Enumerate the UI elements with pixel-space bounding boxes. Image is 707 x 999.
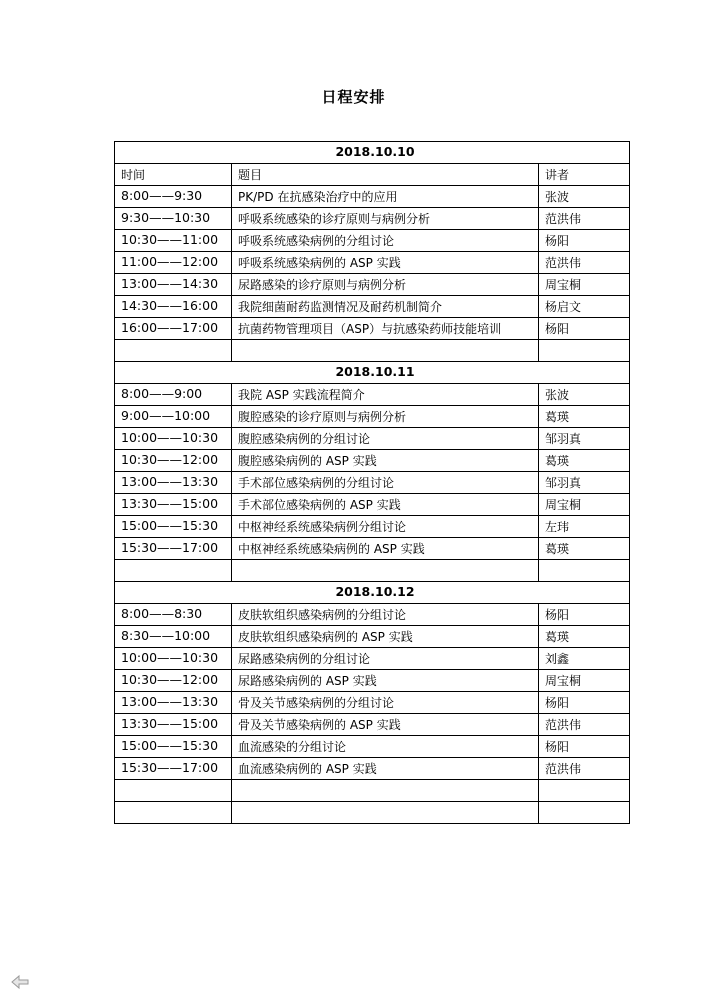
speaker-cell: 范洪伟 xyxy=(539,758,630,780)
topic-cell: 血流感染病例的 ASP 实践 xyxy=(232,758,539,780)
empty-row xyxy=(115,780,630,802)
topic-cell: 抗菌药物管理项目（ASP）与抗感染药师技能培训 xyxy=(232,318,539,340)
topic-cell: 皮肤软组织感染病例的 ASP 实践 xyxy=(232,626,539,648)
empty-row xyxy=(115,802,630,824)
topic-cell: 尿路感染的诊疗原则与病例分析 xyxy=(232,274,539,296)
topic-cell: 呼吸系统感染病例的 ASP 实践 xyxy=(232,252,539,274)
date-cell: 2018.10.10 xyxy=(115,142,630,164)
speaker-cell: 周宝桐 xyxy=(539,670,630,692)
topic-cell: 骨及关节感染病例的 ASP 实践 xyxy=(232,714,539,736)
speaker-cell: 刘鑫 xyxy=(539,648,630,670)
topic-cell: 腹腔感染的诊疗原则与病例分析 xyxy=(232,406,539,428)
table-row xyxy=(115,428,630,450)
time-cell: 13:00——13:30 xyxy=(115,692,232,714)
empty-cell xyxy=(232,780,539,802)
speaker-cell: 周宝桐 xyxy=(539,494,630,516)
speaker-cell: 葛瑛 xyxy=(539,450,630,472)
topic-cell: 腹腔感染病例的分组讨论 xyxy=(232,428,539,450)
table-row xyxy=(115,472,630,494)
header-time: 时间 xyxy=(115,164,232,186)
table-row xyxy=(115,208,630,230)
empty-row xyxy=(115,560,630,582)
table-row xyxy=(115,296,630,318)
time-cell: 15:00——15:30 xyxy=(115,736,232,758)
page-title: 日程安排 xyxy=(321,88,386,106)
date-cell: 2018.10.11 xyxy=(115,362,630,384)
speaker-cell: 杨阳 xyxy=(539,736,630,758)
empty-cell xyxy=(115,802,232,824)
speaker-cell: 张波 xyxy=(539,186,630,208)
date-cell: 2018.10.12 xyxy=(115,582,630,604)
topic-cell: 骨及关节感染病例的分组讨论 xyxy=(232,692,539,714)
header-topic: 题目 xyxy=(232,164,539,186)
speaker-cell: 张波 xyxy=(539,384,630,406)
date-row xyxy=(115,362,630,384)
speaker-cell: 范洪伟 xyxy=(539,252,630,274)
topic-cell: 我院 ASP 实践流程简介 xyxy=(232,384,539,406)
time-cell: 13:30——15:00 xyxy=(115,714,232,736)
time-cell: 15:00——15:30 xyxy=(115,516,232,538)
empty-cell xyxy=(539,802,630,824)
schedule-body xyxy=(115,142,630,824)
time-cell: 14:30——16:00 xyxy=(115,296,232,318)
empty-cell xyxy=(539,560,630,582)
time-cell: 16:00——17:00 xyxy=(115,318,232,340)
speaker-cell: 范洪伟 xyxy=(539,714,630,736)
time-cell: 15:30——17:00 xyxy=(115,538,232,560)
time-cell: 10:30——12:00 xyxy=(115,450,232,472)
topic-cell: 尿路感染病例的分组讨论 xyxy=(232,648,539,670)
topic-cell: 手术部位感染病例的 ASP 实践 xyxy=(232,494,539,516)
header-speaker: 讲者 xyxy=(539,164,630,186)
time-cell: 15:30——17:00 xyxy=(115,758,232,780)
speaker-cell: 范洪伟 xyxy=(539,208,630,230)
speaker-cell: 周宝桐 xyxy=(539,274,630,296)
table-row xyxy=(115,494,630,516)
empty-row xyxy=(115,340,630,362)
back-arrow-icon[interactable] xyxy=(10,972,30,992)
empty-cell xyxy=(232,560,539,582)
empty-cell xyxy=(232,802,539,824)
date-row xyxy=(115,582,630,604)
topic-cell: 我院细菌耐药监测情况及耐药机制简介 xyxy=(232,296,539,318)
table-row xyxy=(115,274,630,296)
empty-cell xyxy=(115,560,232,582)
speaker-cell: 杨阳 xyxy=(539,230,630,252)
time-cell: 10:30——11:00 xyxy=(115,230,232,252)
speaker-cell: 邹羽真 xyxy=(539,428,630,450)
time-cell: 8:00——9:00 xyxy=(115,384,232,406)
topic-cell: 呼吸系统感染的诊疗原则与病例分析 xyxy=(232,208,539,230)
time-cell: 13:00——14:30 xyxy=(115,274,232,296)
table-row xyxy=(115,406,630,428)
time-cell: 10:00——10:30 xyxy=(115,428,232,450)
time-cell: 11:00——12:00 xyxy=(115,252,232,274)
empty-cell xyxy=(115,780,232,802)
table-row xyxy=(115,692,630,714)
speaker-cell: 杨阳 xyxy=(539,318,630,340)
table-row xyxy=(115,670,630,692)
topic-cell: 呼吸系统感染病例的分组讨论 xyxy=(232,230,539,252)
table-row xyxy=(115,318,630,340)
date-row xyxy=(115,142,630,164)
table-row xyxy=(115,604,630,626)
header-row xyxy=(115,164,630,186)
time-cell: 8:00——8:30 xyxy=(115,604,232,626)
topic-cell: 腹腔感染病例的 ASP 实践 xyxy=(232,450,539,472)
time-cell: 9:30——10:30 xyxy=(115,208,232,230)
empty-cell xyxy=(539,340,630,362)
time-cell: 8:30——10:00 xyxy=(115,626,232,648)
speaker-cell: 邹羽真 xyxy=(539,472,630,494)
speaker-cell: 左玮 xyxy=(539,516,630,538)
empty-cell xyxy=(232,340,539,362)
table-row xyxy=(115,758,630,780)
table-row xyxy=(115,384,630,406)
table-row xyxy=(115,186,630,208)
topic-cell: 手术部位感染病例的分组讨论 xyxy=(232,472,539,494)
table-row xyxy=(115,538,630,560)
table-row xyxy=(115,450,630,472)
table-row xyxy=(115,626,630,648)
speaker-cell: 葛瑛 xyxy=(539,406,630,428)
time-cell: 10:30——12:00 xyxy=(115,670,232,692)
topic-cell: 中枢神经系统感染病例的 ASP 实践 xyxy=(232,538,539,560)
table-row xyxy=(115,648,630,670)
empty-cell xyxy=(539,780,630,802)
topic-cell: 皮肤软组织感染病例的分组讨论 xyxy=(232,604,539,626)
schedule-table xyxy=(114,141,630,824)
empty-cell xyxy=(115,340,232,362)
topic-cell: PK/PD 在抗感染治疗中的应用 xyxy=(232,186,539,208)
time-cell: 10:00——10:30 xyxy=(115,648,232,670)
time-cell: 9:00——10:00 xyxy=(115,406,232,428)
table-row xyxy=(115,252,630,274)
speaker-cell: 杨阳 xyxy=(539,604,630,626)
speaker-cell: 葛瑛 xyxy=(539,538,630,560)
time-cell: 13:30——15:00 xyxy=(115,494,232,516)
table-row xyxy=(115,516,630,538)
speaker-cell: 杨启文 xyxy=(539,296,630,318)
table-row xyxy=(115,736,630,758)
time-cell: 13:00——13:30 xyxy=(115,472,232,494)
topic-cell: 尿路感染病例的 ASP 实践 xyxy=(232,670,539,692)
speaker-cell: 杨阳 xyxy=(539,692,630,714)
topic-cell: 中枢神经系统感染病例分组讨论 xyxy=(232,516,539,538)
topic-cell: 血流感染的分组讨论 xyxy=(232,736,539,758)
time-cell: 8:00——9:30 xyxy=(115,186,232,208)
table-row xyxy=(115,230,630,252)
speaker-cell: 葛瑛 xyxy=(539,626,630,648)
table-row xyxy=(115,714,630,736)
